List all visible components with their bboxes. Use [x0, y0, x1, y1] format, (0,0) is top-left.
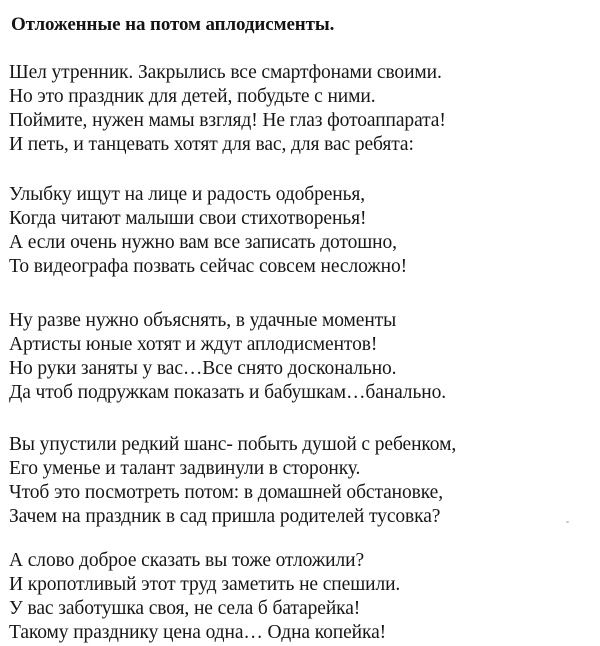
poem-line: А если очень нужно вам все записать дотошно, [9, 232, 397, 253]
poem-line: И кропотливый этот труд заметить не спешили. [9, 574, 401, 595]
poem-line: Когда читают малыши свои стихотворенья! [9, 208, 367, 229]
poem-line: Такому празднику цена одна… Одна копейка! [9, 622, 387, 643]
poem-line: Его уменье и талант задвинули в сторонку. [9, 458, 361, 479]
stanza-3 [9, 309, 446, 405]
poem-line: То видеографа позвать сейчас совсем несложно! [9, 256, 408, 277]
poem-line: И петь, и танцевать хотят для вас, для вас ребята: [9, 134, 414, 155]
poem-line: Вы упустили редкий шанс- побыть душой с ребенком, [9, 434, 457, 455]
scan-speck [566, 521, 569, 523]
poem-line: Улыбку ищут на лице и радость одобренья, [9, 184, 366, 205]
poem-line: Но руки заняты у вас…Все снято досконально. [9, 358, 397, 379]
poem-title: Отложенные на потом аплодисменты. [11, 14, 335, 35]
stanza-2 [9, 183, 407, 279]
poem-line: Шел утренник. Закрылись все смартфонами своими. [9, 62, 442, 83]
poem-line: Но это праздник для детей, побудьте с ними. [9, 86, 376, 107]
poem-line: А слово доброе сказать вы тоже отложили? [9, 550, 364, 571]
poem-line: Поймите, нужен мамы взгляд! Не глаз фотоаппарата! [9, 110, 446, 131]
poem-line: Чтоб это посмотреть потом: в домашней обстановке, [9, 482, 443, 503]
stanza-1 [9, 61, 446, 157]
stanza-5 [9, 549, 400, 645]
poem-line: Зачем на праздник в сад пришла родителей тусовка? [9, 506, 441, 527]
poem-line: Ну разве нужно объяснять, в удачные моменты [9, 310, 397, 331]
poem-line: Да чтоб подружкам показать и бабушкам…банально. [9, 382, 446, 403]
poem-line: У вас заботушка своя, не села б батарейка! [9, 598, 361, 619]
stanza-4 [9, 433, 456, 529]
poem-line: Артисты юные хотят и ждут аплодисментов! [9, 334, 378, 355]
